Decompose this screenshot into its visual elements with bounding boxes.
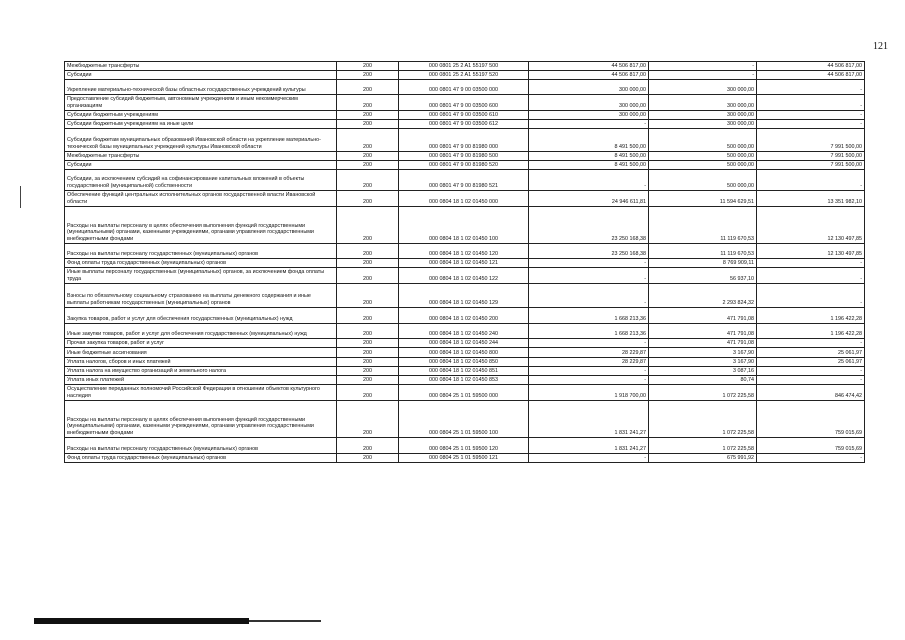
- table-row: [65, 401, 865, 438]
- unexecuted-amount-cell: 44 506 817,00: [757, 71, 865, 80]
- budget-classification-code-cell: 000 0804 25 1 01 59500 000: [399, 385, 529, 401]
- approved-amount-cell: -: [529, 259, 649, 268]
- line-code-cell: 200: [337, 367, 399, 376]
- budget-classification-code-cell: 000 0804 18 1 02 01450 122: [399, 268, 529, 284]
- approved-amount-cell: 300 000,00: [529, 111, 649, 120]
- budget-classification-code-cell: 000 0801 47 9 00 81980 000: [399, 129, 529, 152]
- executed-amount-cell: 300 000,00: [649, 111, 757, 120]
- approved-amount-cell: 8 491 500,00: [529, 129, 649, 152]
- executed-amount-cell: 300 000,00: [649, 120, 757, 129]
- executed-amount-cell: 2 293 824,32: [649, 284, 757, 308]
- unexecuted-amount-cell: -: [757, 454, 865, 463]
- unexecuted-amount-cell: 25 061,97: [757, 348, 865, 358]
- row-name-cell: Предоставление субсидий бюджетным, автономным учреждениям и иным некоммерческим организациям: [65, 95, 337, 111]
- table-row: [65, 454, 865, 463]
- executed-amount-cell: 1 072 225,58: [649, 401, 757, 438]
- row-name-cell: Субсидии, за исключением субсидий на софинансирование капитальных вложений в объекты государственной (муниципальной) собственности: [65, 170, 337, 191]
- line-code-cell: 200: [337, 129, 399, 152]
- budget-classification-code-cell: 000 0804 25 1 01 59500 120: [399, 438, 529, 454]
- table-row: [65, 385, 865, 401]
- row-name-cell: Уплата налогов, сборов и иных платежей: [65, 358, 337, 367]
- table-row: [65, 152, 865, 161]
- row-name-cell: Расходы на выплаты персоналу государственных (муниципальных) органов: [65, 438, 337, 454]
- row-name-cell: Расходы на выплаты персоналу государственных (муниципальных) органов: [65, 244, 337, 259]
- table-row: [65, 120, 865, 129]
- approved-amount-cell: 28 229,87: [529, 348, 649, 358]
- line-code-cell: 200: [337, 284, 399, 308]
- row-name-cell: Уплата налога на имущество организаций и земельного налога: [65, 367, 337, 376]
- unexecuted-amount-cell: -: [757, 170, 865, 191]
- row-name-cell: Межбюджетные трансферты: [65, 152, 337, 161]
- line-code-cell: 200: [337, 339, 399, 348]
- table-row: [65, 80, 865, 95]
- row-name-cell: Субсидии бюджетным учреждениям на иные цели: [65, 120, 337, 129]
- executed-amount-cell: 11 119 670,53: [649, 207, 757, 244]
- unexecuted-amount-cell: -: [757, 339, 865, 348]
- table-body: [65, 62, 865, 463]
- line-code-cell: 200: [337, 268, 399, 284]
- executed-amount-cell: 500 000,00: [649, 161, 757, 170]
- budget-classification-code-cell: 000 0801 47 9 00 81980 520: [399, 161, 529, 170]
- unexecuted-amount-cell: 44 506 817,00: [757, 62, 865, 71]
- executed-amount-cell: -: [649, 71, 757, 80]
- line-code-cell: 200: [337, 358, 399, 367]
- executed-amount-cell: 500 000,00: [649, 129, 757, 152]
- unexecuted-amount-cell: -: [757, 259, 865, 268]
- executed-amount-cell: 3 167,90: [649, 358, 757, 367]
- budget-classification-code-cell: 000 0804 25 1 01 59500 121: [399, 454, 529, 463]
- unexecuted-amount-cell: 25 061,97: [757, 358, 865, 367]
- approved-amount-cell: -: [529, 367, 649, 376]
- executed-amount-cell: 3 167,90: [649, 348, 757, 358]
- executed-amount-cell: 300 000,00: [649, 80, 757, 95]
- approved-amount-cell: 8 491 500,00: [529, 152, 649, 161]
- page-number: 121: [873, 41, 888, 52]
- table-row: [65, 62, 865, 71]
- budget-classification-code-cell: 000 0804 18 1 02 01450 100: [399, 207, 529, 244]
- approved-amount-cell: -: [529, 170, 649, 191]
- executed-amount-cell: 471 791,08: [649, 324, 757, 339]
- approved-amount-cell: 1 918 700,00: [529, 385, 649, 401]
- executed-amount-cell: -: [649, 62, 757, 71]
- line-code-cell: 200: [337, 401, 399, 438]
- budget-classification-code-cell: 000 0804 18 1 02 01450 850: [399, 358, 529, 367]
- approved-amount-cell: -: [529, 120, 649, 129]
- line-code-cell: 200: [337, 62, 399, 71]
- table-row: [65, 367, 865, 376]
- row-name-cell: Уплата иных платежей: [65, 376, 337, 385]
- approved-amount-cell: -: [529, 339, 649, 348]
- line-code-cell: 200: [337, 95, 399, 111]
- executed-amount-cell: 3 087,16: [649, 367, 757, 376]
- budget-classification-code-cell: 000 0804 18 1 02 01450 244: [399, 339, 529, 348]
- approved-amount-cell: 24 946 611,81: [529, 191, 649, 207]
- row-name-cell: Фонд оплаты труда государственных (муниципальных) органов: [65, 454, 337, 463]
- table-row: [65, 284, 865, 308]
- table-row: [65, 348, 865, 358]
- row-name-cell: Субсидии: [65, 71, 337, 80]
- budget-classification-code-cell: 000 0804 18 1 02 01450 800: [399, 348, 529, 358]
- table-row: [65, 207, 865, 244]
- footer-rule: [34, 618, 249, 624]
- line-code-cell: 200: [337, 376, 399, 385]
- row-name-cell: Иные выплаты персоналу государственных (муниципальных) органов, за исключением фонда оплаты труда: [65, 268, 337, 284]
- budget-classification-code-cell: 000 0804 18 1 02 01450 853: [399, 376, 529, 385]
- budget-classification-code-cell: 000 0801 47 9 00 03500 600: [399, 95, 529, 111]
- line-code-cell: 200: [337, 170, 399, 191]
- executed-amount-cell: 1 072 225,58: [649, 438, 757, 454]
- row-name-cell: Закупка товаров, работ и услуг для обеспечения государственных (муниципальных) нужд: [65, 308, 337, 324]
- line-code-cell: 200: [337, 120, 399, 129]
- budget-classification-code-cell: 000 0801 47 9 00 03500 612: [399, 120, 529, 129]
- row-name-cell: Межбюджетные трансферты: [65, 62, 337, 71]
- table-row: [65, 339, 865, 348]
- row-name-cell: Расходы на выплаты персоналу в целях обеспечения выполнения функций государственными (муниципальными) органами, казенными учреждениями, органами управления государственными внебюджетными фондами: [65, 401, 337, 438]
- footer-rule-tail: [249, 620, 321, 622]
- executed-amount-cell: 11 119 670,53: [649, 244, 757, 259]
- unexecuted-amount-cell: -: [757, 268, 865, 284]
- line-code-cell: 200: [337, 161, 399, 170]
- row-name-cell: Субсидии бюджетам муниципальных образований Ивановской области на укрепление материально-технической базы муниципальных учреждений культуры Ивановской области: [65, 129, 337, 152]
- table-row: [65, 71, 865, 80]
- unexecuted-amount-cell: 846 474,42: [757, 385, 865, 401]
- table-row: [65, 376, 865, 385]
- unexecuted-amount-cell: 7 991 500,00: [757, 129, 865, 152]
- line-code-cell: 200: [337, 71, 399, 80]
- row-name-cell: Прочая закупка товаров, работ и услуг: [65, 339, 337, 348]
- executed-amount-cell: 471 791,08: [649, 339, 757, 348]
- executed-amount-cell: 11 594 629,51: [649, 191, 757, 207]
- unexecuted-amount-cell: -: [757, 284, 865, 308]
- executed-amount-cell: 500 000,00: [649, 170, 757, 191]
- approved-amount-cell: 300 000,00: [529, 95, 649, 111]
- budget-classification-code-cell: 000 0804 18 1 02 01450 000: [399, 191, 529, 207]
- executed-amount-cell: 56 937,10: [649, 268, 757, 284]
- table-row: [65, 161, 865, 170]
- budget-classification-code-cell: 000 0804 18 1 02 01450 129: [399, 284, 529, 308]
- approved-amount-cell: -: [529, 454, 649, 463]
- line-code-cell: 200: [337, 152, 399, 161]
- budget-classification-code-cell: 000 0801 47 9 00 03500 000: [399, 80, 529, 95]
- table-row: [65, 129, 865, 152]
- approved-amount-cell: 1 831 241,27: [529, 438, 649, 454]
- line-code-cell: 200: [337, 111, 399, 120]
- approved-amount-cell: 23 250 168,38: [529, 244, 649, 259]
- approved-amount-cell: 44 506 817,00: [529, 62, 649, 71]
- executed-amount-cell: 500 000,00: [649, 152, 757, 161]
- table-row: [65, 170, 865, 191]
- unexecuted-amount-cell: -: [757, 367, 865, 376]
- unexecuted-amount-cell: -: [757, 95, 865, 111]
- approved-amount-cell: 1 831 241,27: [529, 401, 649, 438]
- unexecuted-amount-cell: 759 015,69: [757, 438, 865, 454]
- approved-amount-cell: 28 229,87: [529, 358, 649, 367]
- line-code-cell: 200: [337, 244, 399, 259]
- unexecuted-amount-cell: -: [757, 80, 865, 95]
- row-name-cell: Обеспечение функций центральных исполнительных органов государственной власти Ивановской области: [65, 191, 337, 207]
- scan-margin-mark: [20, 186, 21, 208]
- table-row: [65, 191, 865, 207]
- line-code-cell: 200: [337, 348, 399, 358]
- row-name-cell: Субсидии бюджетным учреждениям: [65, 111, 337, 120]
- row-name-cell: Укрепление материально-технической базы областных государственных учреждений культуры: [65, 80, 337, 95]
- table-row: [65, 95, 865, 111]
- approved-amount-cell: 1 668 213,36: [529, 324, 649, 339]
- approved-amount-cell: -: [529, 268, 649, 284]
- row-name-cell: Иные закупки товаров, работ и услуг для обеспечения государственных (муниципальных) нужд: [65, 324, 337, 339]
- table-row: [65, 268, 865, 284]
- row-name-cell: Иные бюджетные ассигнования: [65, 348, 337, 358]
- unexecuted-amount-cell: -: [757, 111, 865, 120]
- approved-amount-cell: 1 668 213,36: [529, 308, 649, 324]
- unexecuted-amount-cell: 1 196 422,28: [757, 324, 865, 339]
- budget-classification-code-cell: 000 0804 18 1 02 01450 851: [399, 367, 529, 376]
- unexecuted-amount-cell: 759 015,69: [757, 401, 865, 438]
- row-name-cell: Расходы на выплаты персоналу в целях обеспечения выполнения функций государственными (муниципальными) органами, казенными учреждениями, органами управления государственными внебюджетными фондами: [65, 207, 337, 244]
- approved-amount-cell: 44 506 817,00: [529, 71, 649, 80]
- unexecuted-amount-cell: 7 991 500,00: [757, 152, 865, 161]
- budget-classification-code-cell: 000 0804 25 1 01 59500 100: [399, 401, 529, 438]
- approved-amount-cell: 8 491 500,00: [529, 161, 649, 170]
- executed-amount-cell: 300 000,00: [649, 95, 757, 111]
- row-name-cell: Осуществление переданных полномочий Российской Федерации в отношении объектов культурного наследия: [65, 385, 337, 401]
- unexecuted-amount-cell: 7 991 500,00: [757, 161, 865, 170]
- line-code-cell: 200: [337, 259, 399, 268]
- approved-amount-cell: 300 000,00: [529, 80, 649, 95]
- executed-amount-cell: 471 791,08: [649, 308, 757, 324]
- approved-amount-cell: 23 250 168,38: [529, 207, 649, 244]
- line-code-cell: 200: [337, 207, 399, 244]
- unexecuted-amount-cell: -: [757, 376, 865, 385]
- budget-execution-table: [64, 61, 865, 463]
- line-code-cell: 200: [337, 308, 399, 324]
- row-name-cell: Взносы по обязательному социальному страхованию на выплаты денежного содержания и иные выплаты работникам государственных (муниципальных) органов: [65, 284, 337, 308]
- executed-amount-cell: 80,74: [649, 376, 757, 385]
- executed-amount-cell: 1 072 225,58: [649, 385, 757, 401]
- budget-classification-code-cell: 000 0801 25 2 A1 55197 520: [399, 71, 529, 80]
- unexecuted-amount-cell: 1 196 422,28: [757, 308, 865, 324]
- unexecuted-amount-cell: 13 351 982,10: [757, 191, 865, 207]
- table-row: [65, 259, 865, 268]
- table-row: [65, 324, 865, 339]
- table-row: [65, 111, 865, 120]
- budget-classification-code-cell: 000 0801 47 9 00 81980 521: [399, 170, 529, 191]
- budget-classification-code-cell: 000 0804 18 1 02 01450 200: [399, 308, 529, 324]
- unexecuted-amount-cell: 12 130 497,85: [757, 207, 865, 244]
- unexecuted-amount-cell: -: [757, 120, 865, 129]
- table-row: [65, 438, 865, 454]
- unexecuted-amount-cell: 12 130 497,85: [757, 244, 865, 259]
- budget-classification-code-cell: 000 0801 47 9 00 03500 610: [399, 111, 529, 120]
- line-code-cell: 200: [337, 191, 399, 207]
- executed-amount-cell: 8 769 909,11: [649, 259, 757, 268]
- row-name-cell: Фонд оплаты труда государственных (муниципальных) органов: [65, 259, 337, 268]
- table-row: [65, 308, 865, 324]
- table-row: [65, 244, 865, 259]
- row-name-cell: Субсидии: [65, 161, 337, 170]
- approved-amount-cell: -: [529, 376, 649, 385]
- approved-amount-cell: -: [529, 284, 649, 308]
- executed-amount-cell: 675 991,92: [649, 454, 757, 463]
- budget-classification-code-cell: 000 0801 47 9 00 81980 500: [399, 152, 529, 161]
- budget-classification-code-cell: 000 0804 18 1 02 01450 120: [399, 244, 529, 259]
- budget-classification-code-cell: 000 0801 25 2 A1 55197 500: [399, 62, 529, 71]
- table-row: [65, 358, 865, 367]
- budget-classification-code-cell: 000 0804 18 1 02 01450 121: [399, 259, 529, 268]
- budget-classification-code-cell: 000 0804 18 1 02 01450 240: [399, 324, 529, 339]
- line-code-cell: 200: [337, 324, 399, 339]
- line-code-cell: 200: [337, 385, 399, 401]
- line-code-cell: 200: [337, 80, 399, 95]
- line-code-cell: 200: [337, 454, 399, 463]
- line-code-cell: 200: [337, 438, 399, 454]
